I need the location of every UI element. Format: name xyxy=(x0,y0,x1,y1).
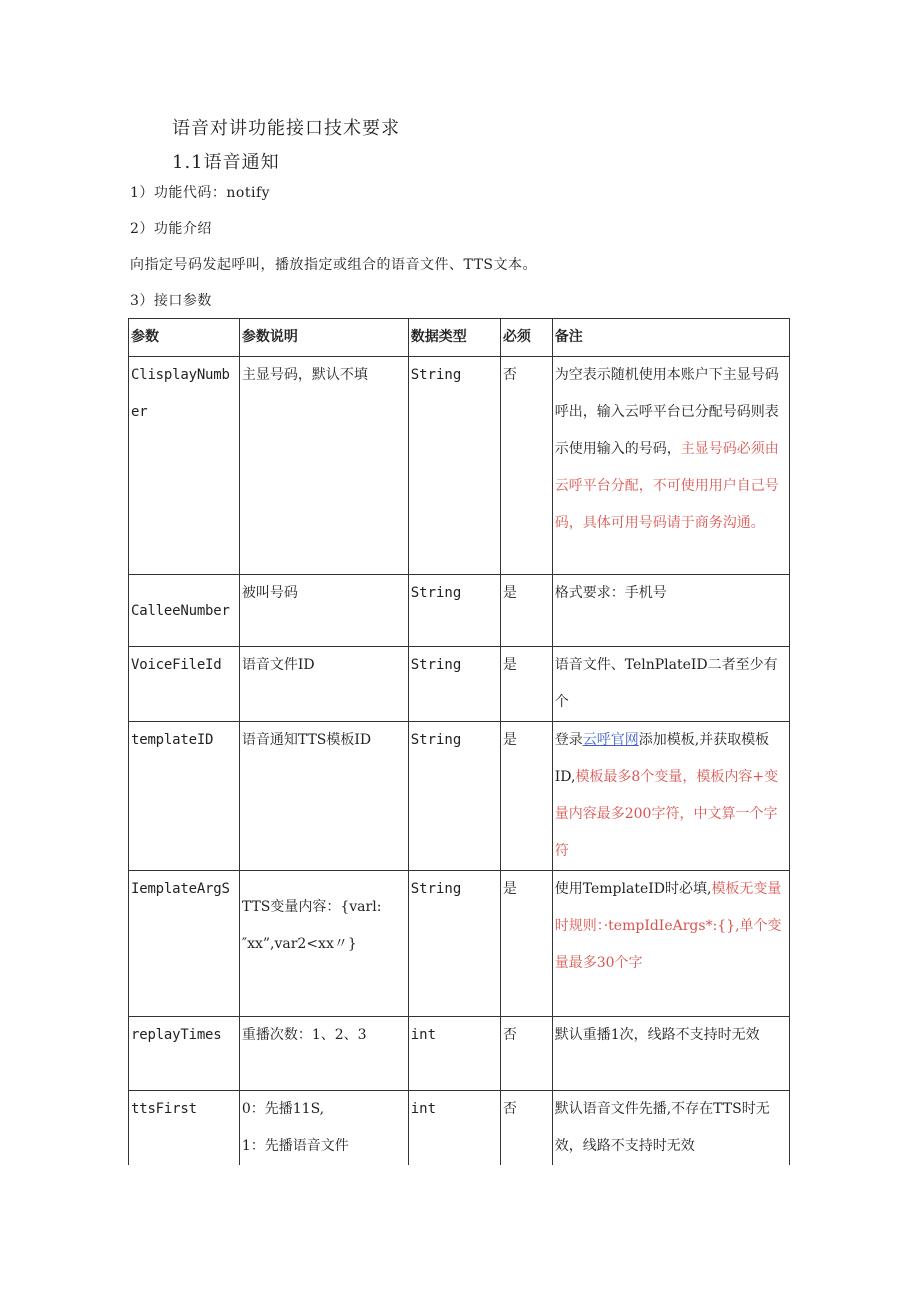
param-note xyxy=(552,357,789,575)
table-row xyxy=(129,647,790,722)
param-note: 语音文件、TelnPlateID二者至少有个 xyxy=(552,647,789,722)
header-cell: 参数说明 xyxy=(239,319,408,357)
param-note: 格式要求：手机号 xyxy=(552,575,789,647)
param-note: 默认重播1次，线路不支持时无效 xyxy=(552,1017,789,1091)
desc-line: 1：先播语音文件 xyxy=(241,1138,349,1154)
param-desc xyxy=(239,1091,408,1166)
param-desc: 语音通知TTS模板ID xyxy=(239,722,408,871)
table-row xyxy=(129,1017,790,1091)
param-desc: 主显号码，默认不填 xyxy=(239,357,408,575)
note-warning: 模板最多8个变量，模板内容+变量内容最多200字符，中文算一个字符 xyxy=(554,769,779,859)
param-required: 是 xyxy=(500,722,552,871)
desc-line: 0：先播11S, xyxy=(241,1101,325,1117)
param-type: String xyxy=(408,357,500,575)
param-required: 是 xyxy=(500,647,552,722)
note-text: 添加模板,并获取模板ID, xyxy=(554,732,770,785)
table-row xyxy=(129,1091,790,1166)
official-site-link[interactable]: 云呼官网 xyxy=(582,732,639,748)
header-cell: 参数 xyxy=(129,319,240,357)
param-note xyxy=(552,871,789,1017)
param-required: 是 xyxy=(500,871,552,1017)
doc-title: 语音对讲功能接口技术要求 xyxy=(172,118,400,139)
param-desc: 语音文件ID xyxy=(239,647,408,722)
param-type: String xyxy=(408,871,500,1017)
param-name: CalleeNumber xyxy=(129,575,240,647)
params-heading: 3）接口参数 xyxy=(130,293,212,309)
param-name: replayTimes xyxy=(129,1017,240,1091)
param-required: 否 xyxy=(500,357,552,575)
param-name: ClisplayNumber xyxy=(129,357,240,575)
note-warning: 主显号码必须由云呼平台分配，不可使用用户自己号码，具体可用号码请于商务沟通。 xyxy=(554,441,779,531)
param-name: IemplateArgS xyxy=(129,871,240,1017)
table-row xyxy=(129,871,790,1017)
param-type: int xyxy=(408,1017,500,1091)
param-desc: 重播次数：1、2、3 xyxy=(239,1017,408,1091)
intro-heading: 2）功能介绍 xyxy=(130,221,212,237)
param-desc: 被叫号码 xyxy=(239,575,408,647)
param-required: 否 xyxy=(500,1091,552,1166)
table-row xyxy=(129,575,790,647)
note-text: 为空表示随机使用本账户下主显号码呼出，输入云呼平台已分配号码则表示使用输入的号码， xyxy=(554,367,779,457)
param-note xyxy=(552,722,789,871)
table-header-row xyxy=(129,319,790,357)
table-row xyxy=(129,722,790,871)
param-name: templateID xyxy=(129,722,240,871)
param-required: 是 xyxy=(500,575,552,647)
param-desc: TTS变量内容：{varl:″xx”,var2<xx〃} xyxy=(239,871,408,1017)
table-row xyxy=(129,357,790,575)
params-table xyxy=(128,318,790,1165)
section-heading: 1.1语音通知 xyxy=(172,152,280,173)
param-name: ttsFirst xyxy=(129,1091,240,1166)
param-type: String xyxy=(408,575,500,647)
param-note: 默认语音文件先播,不存在TTS时无效，线路不支持时无效 xyxy=(552,1091,789,1166)
note-text: 使用TemplateID时必填, xyxy=(554,881,712,897)
note-warning: 模板无变量时规则：·tempIdIeArgs*:{},单个变量最多30个字 xyxy=(554,881,782,971)
function-code: 1）功能代码：notify xyxy=(130,185,271,201)
param-type: String xyxy=(408,647,500,722)
param-name: VoiceFileId xyxy=(129,647,240,722)
note-text: 登录 xyxy=(554,732,583,748)
header-cell: 备注 xyxy=(552,319,789,357)
param-type: int xyxy=(408,1091,500,1166)
param-required: 否 xyxy=(500,1017,552,1091)
header-cell: 数据类型 xyxy=(408,319,500,357)
param-type: String xyxy=(408,722,500,871)
intro-text: 向指定号码发起呼叫，播放指定或组合的语音文件、TTS文本。 xyxy=(130,257,538,273)
header-cell: 必须 xyxy=(500,319,552,357)
